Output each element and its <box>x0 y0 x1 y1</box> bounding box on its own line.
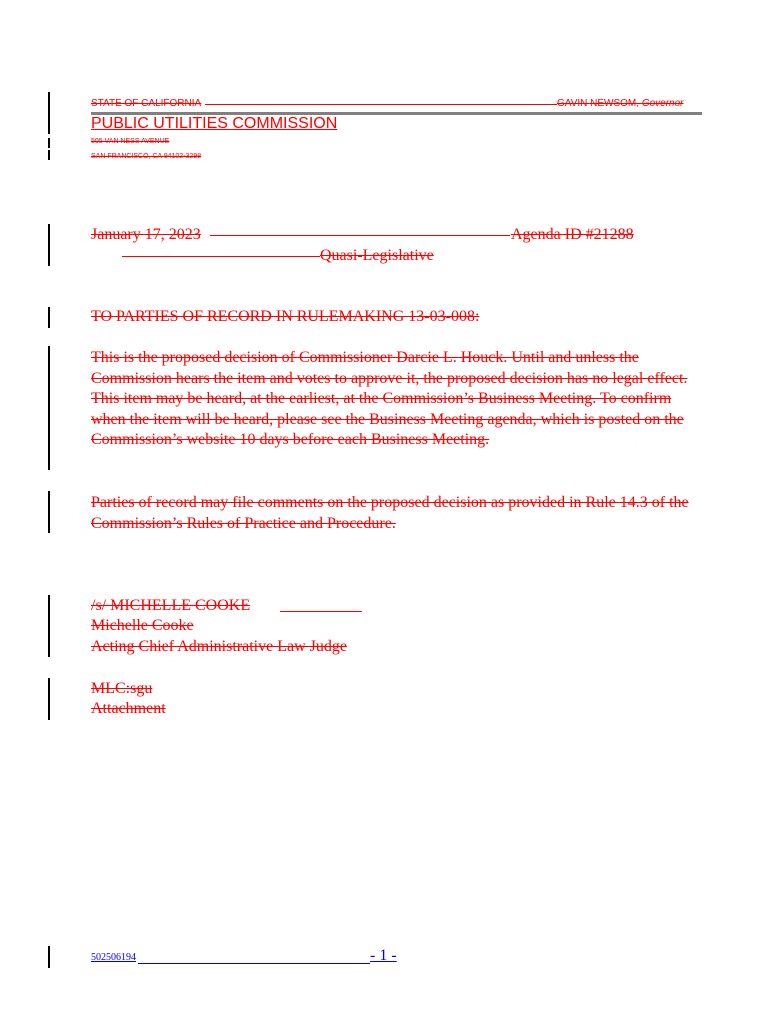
change-bar <box>48 346 50 470</box>
change-bar <box>48 92 50 114</box>
page-number: - 1 - <box>370 947 397 964</box>
document-id: 502506194 <box>91 952 136 963</box>
date-tab-rule <box>210 235 510 236</box>
proceeding-tab-rule <box>122 256 320 257</box>
change-bar <box>48 114 50 134</box>
change-bar <box>48 307 50 328</box>
change-bar <box>48 150 50 160</box>
change-bar <box>48 491 50 533</box>
state-label: STATE OF CALIFORNIA <box>91 98 202 109</box>
commission-name: PUBLIC UTILITIES COMMISSION <box>91 115 338 132</box>
signer-title: Acting Chief Administrative Law Judge <box>91 638 347 655</box>
change-bar <box>48 595 50 657</box>
body-paragraph: This is the proposed decision of Commissioner Darcie L. Houck. Until and unless the Commission hears the item and votes to approve it, the proposed decision has no legal effect. This item may be heard, at the earliest, at the Commission’s Business Meeting. To confirm when the item will be heard, please see the Business Meeting agenda, which is posted on the Commission’s website 10 days before each Business Meeting. <box>91 349 688 449</box>
reference-initials: MLC:sgu <box>91 680 153 697</box>
governor-name: GAVIN NEWSOM, <box>557 98 642 109</box>
governor-line <box>557 98 684 109</box>
address-line-2: SAN FRANCISCO, CA 94102-3298 <box>91 153 202 160</box>
address-line-1: 505 VAN NESS AVENUE <box>91 138 170 145</box>
change-bar <box>48 678 50 720</box>
signature-rule <box>280 611 362 612</box>
change-bar <box>48 138 50 148</box>
signature-line: /s/ MICHELLE COOKE <box>91 597 251 614</box>
attachment-note: Attachment <box>91 700 166 717</box>
addressee-line: TO PARTIES OF RECORD IN RULEMAKING 13-03-008: <box>91 308 480 325</box>
proceeding-type: Quasi-Legislative <box>320 247 434 264</box>
footer-tab-rule <box>138 963 370 964</box>
agenda-id: Agenda ID #21288 <box>511 226 634 243</box>
memo-date: January 17, 2023 <box>91 226 201 243</box>
change-bar <box>48 946 50 968</box>
body-paragraph: Parties of record may file comments on the proposed decision as provided in Rule 14.3 of the Commission’s Rules of Practice and Procedure. <box>91 494 689 532</box>
signer-name: Michelle Cooke <box>91 617 194 634</box>
change-bar <box>48 224 50 266</box>
governor-title: Governor <box>641 98 684 109</box>
header-rule <box>205 104 557 105</box>
